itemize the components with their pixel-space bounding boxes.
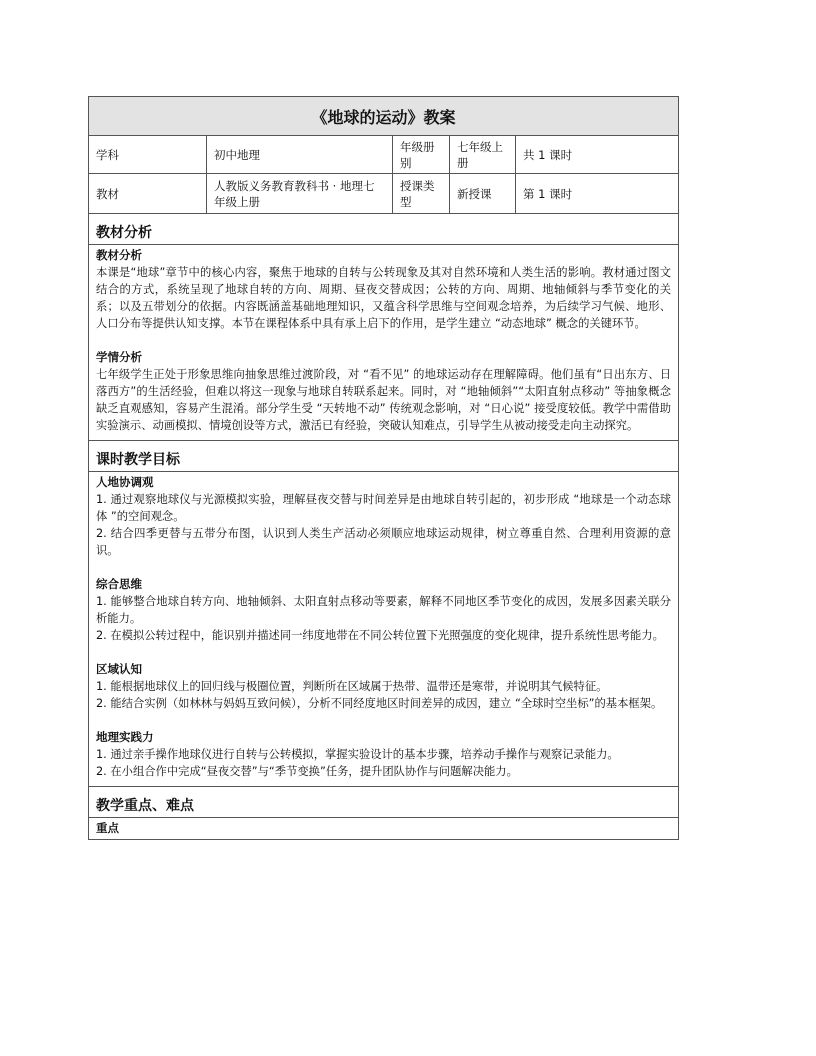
section-body-keypoints: [89, 818, 678, 839]
lesson-plan-document: [88, 96, 679, 840]
goal-group-title: 综合思维: [96, 577, 142, 591]
label-subject: 学科: [89, 136, 207, 173]
label-lesson-type: 授课类型: [393, 174, 450, 213]
value-textbook: 人教版义务教育教科书 · 地理七年级上册: [207, 174, 393, 213]
subheading-student-analysis: 学情分析: [96, 350, 142, 364]
section-heading-goals: 课时教学目标: [89, 441, 678, 472]
value-grade: 七年级上册: [450, 136, 516, 173]
value-lesson-type: 新授课: [450, 174, 516, 213]
goal-item: 1. 能够整合地球自转方向、地轴倾斜、太阳直射点移动等要素，解释不同地区季节变化的成因，发展多因素关联分析能力。: [96, 595, 671, 625]
goal-item: 2. 在模拟公转过程中，能识别并描述同一纬度地带在不同公转位置下光照强度的变化规律，提升系统性思考能力。: [96, 629, 664, 642]
goal-item: 2. 在小组合作中完成“昼夜交替”与“季节变换”任务，提升团队协作与问题解决能力。: [96, 765, 518, 778]
info-row-textbook: [89, 174, 678, 214]
subheading-key-point: 重点: [96, 821, 119, 835]
section-heading-keypoints: 教学重点、难点: [89, 787, 678, 818]
section-heading-analysis: 教材分析: [89, 214, 678, 245]
paragraph-student-analysis: 七年级学生正处于形象思维向抽象思维过渡阶段，对 “看不见” 的地球运动存在理解障碍。他们虽有“日出东方、日落西方”的生活经验，但难以将这一现象与地球自转联系起来。同时，对 “地轴倾斜”“太阳直射点移动” 等抽象概念缺乏直观感知，容易产生混淆。部分学生受 “天转地不动” 传统观念影响，对 “日心说” 接受度较低。教学中需借助实验演示、动画模拟、情境创设等方式，激活已有经验，突破认知难点，引导学生从被动接受走向主动探究。: [96, 368, 671, 432]
goal-item: 1. 通过亲手操作地球仪进行自转与公转模拟，掌握实验设计的基本步骤，培养动手操作与观察记录能力。: [96, 748, 619, 761]
goal-item: 1. 通过观察地球仪与光源模拟实验，理解昼夜交替与时间差异是由地球自转引起的，初步形成 “地球是一个动态球体 ”的空间观念。: [96, 493, 671, 523]
goal-item: 1. 能根据地球仪上的回归线与极圈位置，判断所在区域属于热带、温带还是寒带，并说明其气候特征。: [96, 680, 608, 693]
value-period-number: 第 1 课时: [523, 186, 573, 201]
value-subject: 初中地理: [207, 136, 393, 173]
subheading-textbook-analysis: 教材分析: [96, 248, 142, 262]
label-textbook: 教材: [89, 174, 207, 213]
goal-group-title: 区域认知: [96, 662, 142, 676]
goal-item: 2. 能结合实例（如林林与妈妈互致问候），分析不同经度地区时间差异的成因，建立 “全球时空坐标”的基本框架。: [96, 697, 663, 710]
section-body-analysis: [89, 245, 678, 441]
goal-item: 2. 结合四季更替与五带分布图，认识到人类生产活动必须顺应地球运动规律，树立尊重自然、合理利用资源的意识。: [96, 527, 671, 557]
paragraph-textbook-analysis: 本课是“地球”章节中的核心内容，聚焦于地球的自转与公转现象及其对自然环境和人类生活的影响。教材通过图文结合的方式，系统呈现了地球自转的方向、周期、昼夜交替成因；公转的方向、周期、地轴倾斜与季节变化的关系；以及五带划分的依据。内容既涵盖基础地理知识，又蕴含科学思维与空间观念培养，为后续学习气候、地形、人口分布等提供认知支撑。本节在课程体系中具有承上启下的作用，是学生建立 “动态地球” 概念的关键环节。: [96, 266, 671, 330]
section-body-goals: [89, 472, 678, 787]
goal-group-title: 人地协调观: [96, 475, 154, 489]
label-grade: 年级册别: [393, 136, 450, 173]
info-row-subject: [89, 136, 678, 174]
goal-group-title: 地理实践力: [96, 730, 154, 744]
document-title: 《地球的运动》教案: [89, 97, 678, 136]
value-total-periods: 共 1 课时: [523, 147, 573, 162]
